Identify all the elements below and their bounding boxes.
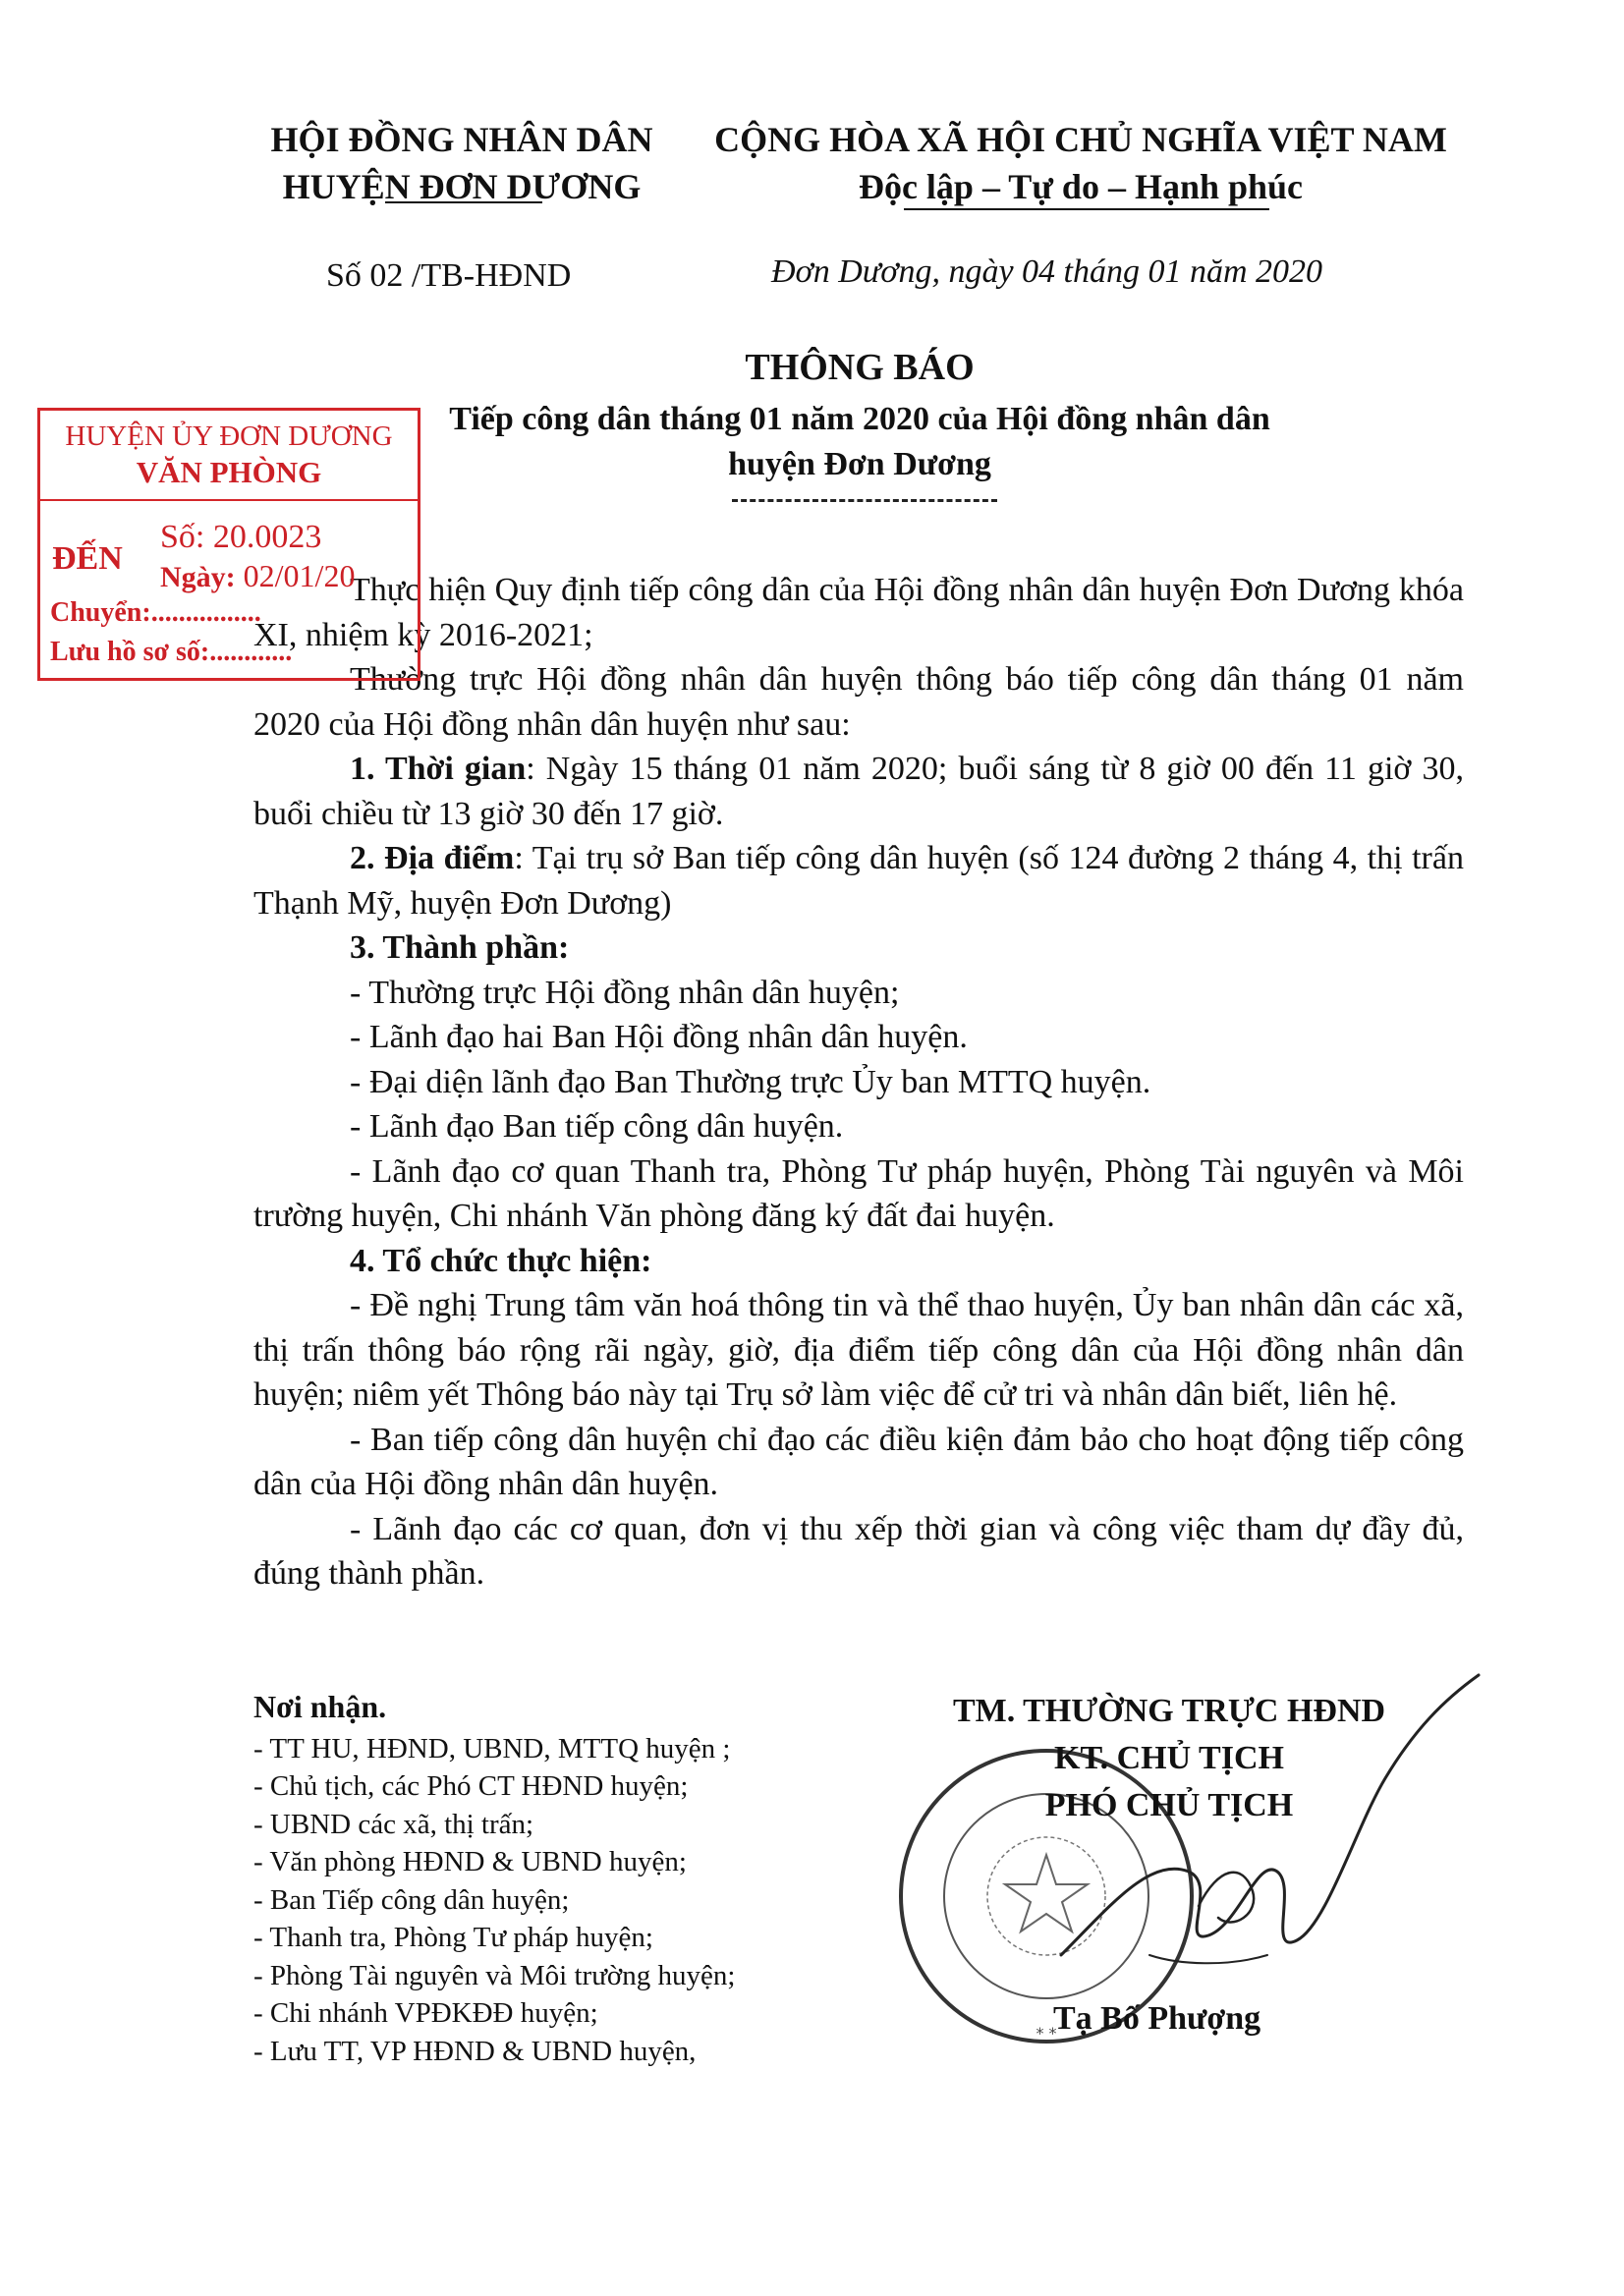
org-line-1: HỘI ĐỒNG NHÂN DÂN	[270, 120, 653, 159]
subtitle-line-1: Tiếp công dân tháng 01 năm 2020 của Hội đồng nhân dân	[449, 401, 1270, 437]
implementation-item: - Ban tiếp công dân huyện chỉ đạo các điều kiện đảm bảo cho hoạt động tiếp công dân của Hội đồng nhân dân huyện.	[253, 1421, 1464, 1502]
section-location	[253, 836, 1464, 925]
participant-item: - Lãnh đạo cơ quan Thanh tra, Phòng Tư pháp huyện, Phòng Tài nguyên và Môi trường huyện, Chi nhánh Văn phòng đăng ký đất đai huyện.	[253, 1152, 1464, 1234]
section-time	[253, 747, 1464, 836]
section-location-label: 2. Địa điểm	[350, 840, 515, 876]
document-number: Số 02 /TB-HĐND	[326, 257, 572, 294]
svg-text:* *: * *	[1036, 2024, 1057, 2043]
participant-item: - Lãnh đạo Ban tiếp công dân huyện.	[350, 1108, 844, 1145]
document-date: Đơn Dương, ngày 04 tháng 01 năm 2020	[771, 253, 1323, 290]
document-body	[253, 568, 1464, 1596]
stamp-date-label: Ngày:	[160, 561, 236, 593]
section-time-label: 1. Thời gian	[350, 751, 527, 787]
signature-title-3: PHÓ CHỦ TỊCH	[1044, 1787, 1294, 1823]
implementation-item: - Lãnh đạo các cơ quan, đơn vị thu xếp thời gian và công việc tham dự đầy đủ, đúng thành phần.	[253, 1510, 1464, 1592]
stamp-separator	[40, 499, 418, 501]
motto-underline	[904, 208, 1269, 210]
section-time-text: : Ngày 15 tháng 01 năm 2020; buổi sáng từ 8 giờ 00 đến 11 giờ 30, buổi chiều từ 13 giờ 30 đến 17 giờ.	[253, 751, 1464, 832]
org-underline	[385, 201, 542, 203]
recipient-item: - Thanh tra, Phòng Tư pháp huyện;	[253, 1922, 653, 1953]
stamp-file-line: Lưu hồ sơ số:............	[50, 637, 293, 667]
nation-line-1: CỘNG HÒA XÃ HỘI CHỦ NGHĨA VIỆT NAM	[714, 120, 1447, 159]
stamp-date	[160, 558, 355, 594]
recipient-item: - Lưu TT, VP HĐND & UBND huyện,	[253, 2035, 697, 2067]
recipient-item: - Văn phòng HĐND & UBND huyện;	[253, 1846, 687, 1877]
intro-paragraph-1: Thực hiện Quy định tiếp công dân của Hội đồng nhân dân huyện Đơn Dương khóa XI, nhiệm kỳ 2016-2021;	[253, 572, 1464, 653]
recipients-title: Nơi nhận.	[253, 1689, 387, 1724]
intro-paragraph-2: Thường trực Hội đồng nhân dân huyện thông báo tiếp công dân tháng 01 năm 2020 của Hội đồng nhân dân huyện như sau:	[253, 661, 1464, 743]
recipient-item: - TT HU, HĐND, UBND, MTTQ huyện ;	[253, 1732, 731, 1764]
stamp-office: HUYỆN ỦY ĐƠN DƯƠNG	[65, 420, 393, 452]
participant-item: - Lãnh đạo hai Ban Hội đồng nhân dân huyện.	[350, 1019, 968, 1055]
national-title	[688, 116, 1474, 210]
subtitle-line-2: huyện Đơn Dương	[728, 446, 991, 482]
section-implementation-label: 4. Tổ chức thực hiện:	[350, 1242, 652, 1279]
participant-item: - Đại diện lãnh đạo Ban Thường trực Ủy ban MTTQ huyện.	[350, 1063, 1151, 1100]
participant-item: - Thường trực Hội đồng nhân dân huyện;	[350, 974, 900, 1011]
stamp-received-label: ĐẾN	[52, 540, 123, 577]
incoming-document-stamp	[37, 408, 420, 681]
signature-title-1: TM. THƯỜNG TRỰC HĐND	[952, 1693, 1386, 1729]
stamp-forward-line: Chuyển:................	[50, 597, 261, 628]
section-location-text: : Tại trụ sở Ban tiếp công dân huyện (số 124 đường 2 tháng 4, thị trấn Thạnh Mỹ, huyện Đơn Dương)	[253, 840, 1464, 922]
nation-motto: Độc lập – Tự do – Hạnh phúc	[858, 167, 1304, 206]
issuing-organization	[246, 116, 678, 210]
org-line-2: HUYỆN ĐƠN DƯƠNG	[282, 167, 642, 206]
section-participants-label: 3. Thành phần:	[350, 929, 570, 966]
implementation-item: - Đề nghị Trung tâm văn hoá thông tin và thể thao huyện, Ủy ban nhân dân các xã, thị trấn thông báo rộng rãi ngày, giờ, địa điểm tiếp công dân của Hội đồng nhân dân huyện; niêm yết Thông báo này tại Trụ sở làm việc để cử tri và nhân dân biết, liên hệ.	[253, 1287, 1464, 1413]
recipient-item: - Chủ tịch, các Phó CT HĐND huyện;	[253, 1770, 689, 1802]
recipient-item: - Chi nhánh VPĐKĐĐ huyện;	[253, 1997, 598, 2029]
document-subtitle	[295, 397, 1425, 487]
signature-title-2: KT. CHỦ TỊCH	[1054, 1740, 1284, 1776]
document-title: THÔNG BÁO	[745, 347, 975, 388]
stamp-department: VĂN PHÒNG	[136, 455, 322, 489]
signer-name: Tạ Bố Phượng	[1053, 2000, 1261, 2037]
signature-block	[865, 1688, 1474, 1829]
recipient-item: - Ban Tiếp công dân huyện;	[253, 1883, 570, 1916]
stamp-number: Số: 20.0023	[160, 519, 322, 555]
recipients-list	[253, 1688, 882, 2070]
recipient-item: - UBND các xã, thị trấn;	[253, 1808, 534, 1840]
stamp-date-value: 02/01/20	[243, 558, 356, 593]
recipient-item: - Phòng Tài nguyên và Môi trường huyện;	[253, 1959, 736, 1991]
title-divider	[732, 499, 997, 502]
